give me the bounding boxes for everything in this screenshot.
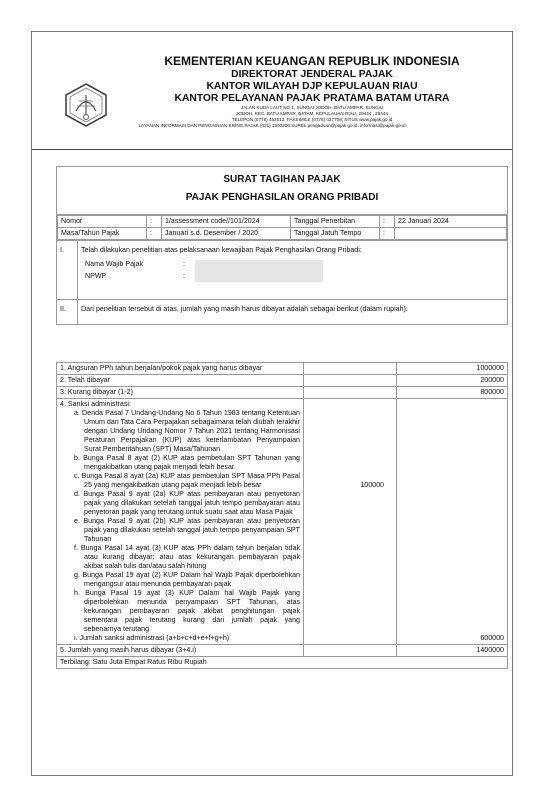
line-5-label: 5. Jumlah yang masih harus dibayar (3+4.i) (57, 645, 304, 657)
bill-info-table (56, 166, 508, 325)
line-3-label: 3. Kurang dibayar (1-2) (57, 387, 304, 399)
issue-date-label: Tanggal Penerbitan (291, 216, 380, 228)
npwp-label: NPWP (85, 272, 107, 280)
colon: : (147, 228, 162, 240)
colon: : (380, 228, 395, 240)
sanction-total-label: i. Jumlah sanksi administrasi (a+b+c+d+e+f+g+h) (74, 634, 230, 642)
colon: : (147, 216, 162, 228)
address-line: JODOH, KEC. BATU AMPAR, BATAM, KEPULAUAN RIAU, 29444 , 29444 (236, 111, 388, 116)
sub-amount-cell (304, 375, 397, 387)
line-4-label: 4. Sanksi administrasi: (60, 400, 131, 408)
taxpayer-labels (85, 260, 181, 281)
meta-block (57, 215, 508, 241)
document-subtitle: PAJAK PENGHASILAN ORANG PRIBADI (57, 192, 508, 215)
section-2-text: Dari penelitian tersebut di atas, jumlah yang masih harus dibayar adalah sebagai berikut (dalam rupiah): (78, 300, 508, 325)
service-line: LAYANAN INFORMASI DAN PENGADUAN KRING PAJAK (021) 1500200 SUREL pengaduan@pajak.go.id, informasi@pajak.go.id (138, 123, 406, 128)
colon: : (182, 272, 185, 280)
issue-date-value: 22 Januari 2024 (395, 216, 507, 228)
sanction-c: c. Bunga Pasal 8 ayat (2a) KUP atas pembetulan SPT Masa PPh Pasal 25 yang mengakibatkan utang pajak menjadi lebih besar (74, 472, 300, 489)
sanction-g: g. Bunga Pasal 19 ayat (2) KUP Dalam hal Wajib Pajak diperbolehkan mengangsur atau menunda pembayaran pajak (74, 571, 300, 588)
tax-office-name: KANTOR PELAYANAN PAJAK PRATAMA BATAM UTARA (174, 93, 450, 104)
taxpayer-name-label: Nama Wajib Pajak (85, 260, 144, 268)
section-number: II. (57, 300, 78, 325)
line-1-amount: 1000000 (397, 363, 508, 375)
colon: : (380, 216, 395, 228)
line-1-label: 1. Angsuran PPh tahun berjalan/pokok pajak yang harus dibayar (57, 363, 304, 375)
sub-amount-cell (304, 363, 397, 375)
header-divider (32, 149, 512, 150)
directorate-name: DIREKTORAT JENDERAL PAJAK (231, 69, 393, 80)
nomor-label: Nomor (58, 216, 147, 228)
sanction-total-amount: 600000 (397, 399, 508, 645)
colons (183, 260, 193, 281)
redacted-taxpayer-info (195, 260, 323, 282)
section-number: I. (57, 241, 78, 300)
tax-bill-page (31, 31, 513, 776)
contact-line: TELEPON (0778) 452012, FAKSIMILE (0778) 427708; SITUS www.pajak.go.id (231, 117, 393, 122)
sanction-h: h. Bunga Pasal 19 ayat (3) KUP Dalam hal Wajib Pajak yang diperbolehkan menunda penyampaian SPT Tahunan, atas kekurangan pembayaran pajak akibat penghitungan pajak sementara pajak terutang kurang dari jumlah pajak yang sebenarnya terutang (74, 589, 300, 633)
sub-amount-cell (304, 387, 397, 399)
sanction-b-amount: 100000 (304, 399, 397, 645)
ministry-name: KEMENTERIAN KEUANGAN REPUBLIK INDONESIA (164, 54, 460, 68)
calculation-table (56, 362, 508, 657)
sanction-b: b. Bunga Pasal 8 ayat (2) KUP atas pembetulan SPT Tahunan yang mengakibatkan utang pajak menjadi lebih besar (74, 454, 300, 471)
amount-in-words: Terbilang: Satu Juta Empat Ratus Ribu Rupiah (56, 657, 508, 669)
line-3-amount: 800000 (397, 387, 508, 399)
section-1 (78, 241, 508, 300)
ministry-emblem-icon (62, 81, 110, 129)
line-5-amount: 1400000 (397, 645, 508, 657)
document-title: SURAT TAGIHAN PAJAK (57, 167, 508, 193)
period-value: Januari s.d. Desember / 2020 (162, 228, 291, 240)
due-date-value (395, 228, 507, 240)
period-label: Masa/Tahun Pajak (58, 228, 147, 240)
section-1-text: Telah dilakukan penelitian atas pelaksanaan kewajiban Pajak Penghasilan Orang Pribadi: (81, 246, 362, 254)
sanction-d: d. Bunga Pasal 9 ayat (2a) KUP atas pembayaran atau penyetoran pajak yang dilakukan setelah tanggal jatuh tempo pembayaran atau penyetoran pajak yang terutang untuk suatu saat atau Masa Pajak (74, 490, 300, 516)
sanction-f: f. Bunga Pasal 14 ayat (3) KUP atas PPh dalam tahun berjalan tidak atau kurang dibayar; atau atas kekurangan pembayaran pajak akibat salah tulis dan/atau salah hitung (74, 544, 300, 570)
nomor-value: 1/assessment code//101/2024 (162, 216, 291, 228)
line-2-amount: 200000 (397, 375, 508, 387)
meta-table (57, 215, 507, 240)
sanctions-block (57, 399, 304, 645)
sanction-e: e. Bunga Pasal 9 ayat (2b) KUP atas pembayaran atau penyetoran pajak yang dilakukan setelah tanggal jatuh tempo penyampaian SPT Tahunan (74, 517, 300, 543)
line-2-label: 2. Telah dibayar (57, 375, 304, 387)
due-date-label: Tanggal Jatuh Tempo (291, 228, 380, 240)
colon: : (182, 260, 185, 268)
sanction-a: a. Denda Pasal 7 Undang-Undang No 6 Tahun 1983 tentang Ketentuan Umum dan Tata Cara Perpajakan sebagaimana telah diubah terakhir dengan Undang Undang Nomor 7 Tahun 2021 tentang Harmonisasi Peraturan Perpajakan (KUP) atas keterlambatan Penyampaian Surat Pemberitahuan (SPT) Masa/Tahunan (74, 409, 300, 453)
sub-amount-cell (304, 645, 397, 657)
address-line: JALAN KUDA LAUT NO 1, SUNGAI JODOH, BATU AMPAR, SUNGAI (240, 105, 384, 110)
regional-office-name: KANTOR WILAYAH DJP KEPULAUAN RIAU (206, 81, 418, 92)
taxpayer-block (81, 260, 504, 282)
letterhead (32, 32, 512, 152)
